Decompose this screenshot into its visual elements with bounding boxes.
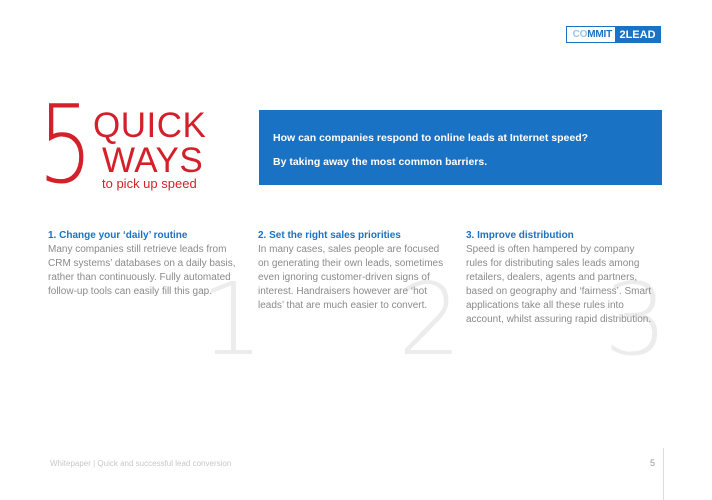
tip-column-3 <box>466 230 656 327</box>
tip-body: Speed is often hampered by company rules for distributing sales leads among retailers, dealers, agents and partners, based on geography and ‘fairness’. Smart applications take all these rules into account, whilst assuring rapid distribution. <box>466 244 652 325</box>
tip-heading: 1. Change your ‘daily’ routine <box>48 230 188 241</box>
tip-column-1 <box>48 230 238 299</box>
tip-heading: 2. Set the right sales priorities <box>258 230 401 241</box>
tip-body: Many companies still retrieve leads from CRM systems’ databases on a daily basis, rather than continuously. Fully automated follow-up tools can easily fill this gap. <box>48 244 236 297</box>
logo-right-part: 2LEAD <box>615 27 660 42</box>
logo-ghost-text: CO <box>572 29 588 40</box>
ghost-number-2: 2 <box>398 261 462 378</box>
logo-left-part <box>567 27 615 42</box>
page-number: 5 <box>650 458 656 468</box>
footer-text: Whitepaper | Quick and successful lead conversion <box>50 459 232 468</box>
logo-text: MMIT <box>587 29 612 40</box>
tip-column-2 <box>258 230 448 313</box>
callout-answer: By taking away the most common barriers. <box>273 156 488 168</box>
title-number: 5 <box>38 83 93 208</box>
ghost-number-3: 3 <box>604 261 668 378</box>
title-subline: to pick up speed <box>102 176 197 191</box>
tip-body: In many cases, sales people are focused on generating their own leads, sometimes even ignoring customer-driven signs of interest. Handraisers however are ‘hot leads’ that are much easier to convert. <box>258 244 444 311</box>
commit2lead-logo <box>566 26 661 43</box>
callout-question: How can companies respond to online leads at Internet speed? <box>273 132 589 144</box>
ghost-number-1: 1 <box>200 261 264 378</box>
footer-divider <box>663 448 664 500</box>
title-line-ways: WAYS <box>102 141 204 180</box>
title-line-quick: QUICK <box>93 106 207 145</box>
tip-heading: 3. Improve distribution <box>466 230 574 241</box>
callout-box <box>259 110 662 185</box>
